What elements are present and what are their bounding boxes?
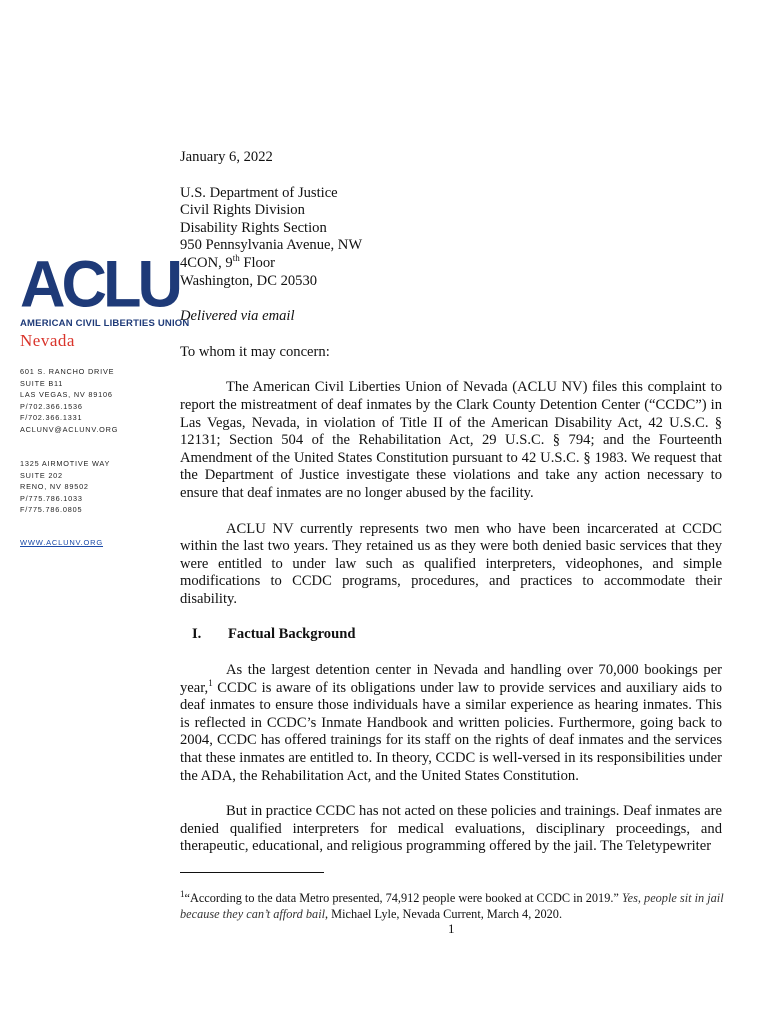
las-vegas-office-address: [20, 366, 118, 436]
recipient-line: Civil Rights Division: [180, 202, 305, 219]
phone: P/702.366.1536: [20, 401, 83, 411]
address-line: LAS VEGAS, NV 89106: [20, 390, 113, 400]
floor-suffix: Floor: [239, 254, 275, 271]
recipient-line: U.S. Department of Justice: [180, 184, 338, 201]
recipient-address: [180, 185, 722, 291]
letter-date: January 6, 2022: [180, 149, 273, 165]
address-line: SUITE B11: [20, 378, 64, 388]
address-line: 601 S. RANCHO DRIVE: [20, 367, 115, 376]
logo-wordmark: ACLU: [20, 247, 179, 322]
recipient-line: Disability Rights Section: [180, 219, 327, 236]
email: ACLUNV@ACLUNV.ORG: [20, 424, 119, 434]
phone: P/775.786.1033: [20, 493, 83, 503]
logo-subtitle: AMERICAN CIVIL LIBERTIES UNION: [20, 318, 190, 329]
floor-superscript: th: [232, 253, 240, 264]
address-line: RENO, NV 89502: [20, 482, 89, 492]
footnote-title: Yes, people sit in jail because they can’t afford bail: [180, 891, 724, 921]
footnote-marker: 1: [180, 888, 185, 899]
page-number: 1: [448, 921, 455, 936]
paragraph: But in practice CCDC has not acted on these policies and trainings. Deaf inmates are denied qualified interpreters for medical evaluations, disciplinary proceedings, and therapeutic, educational, and religious programming offered by the jail. The Teletypewriter: [180, 803, 722, 855]
aclu-logo: [20, 247, 190, 351]
address-line: 1325 AIRMOTIVE WAY: [20, 459, 111, 468]
section-number: I.: [192, 626, 202, 643]
recipient-floor: [180, 255, 722, 273]
salutation: To whom it may concern:: [180, 343, 330, 360]
section-title: Factual Background: [228, 626, 356, 643]
paragraph: ACLU NV currently represents two men who have been incarcerated at CCDC within the last two years. They retained us as they were both denied basic services that they were entitled to under law such as qualified interpreters, videophones, and simple modifications to CCDC programs, procedures, and practices to accommodate their disability.: [180, 520, 722, 607]
delivery-note: Delivered via email: [180, 308, 295, 325]
fax: F/702.366.1331: [20, 413, 83, 423]
recipient-line: 950 Pennsylvania Avenue, NW: [180, 237, 363, 254]
paragraph-text: CCDC is aware of its obligations under law to provide services and auxiliary aids to deaf inmates to ensure those individuals have a similar experience as hearing inmates. This is reflected in CCDC’s Inmate Handbook and written policies. Furthermore, going back to 2004, CCDC has offered trainings for its staff on the rights of deaf inmates and the services that these inmates are entitled to. In theory, CCDC is well-versed in its responsibilities under the ADA, the Rehabilitation Act, and the United States Constitution.: [180, 679, 722, 784]
paragraph: The American Civil Liberties Union of Nevada (ACLU NV) files this complaint to report the mistreatment of deaf inmates by the Clark County Detention Center (“CCDC”) in Las Vegas, Nevada, in violation of Title II of the American Disability Act, 42 U.S.C. § 12131; Section 504 of the Rehabilitation Act, 29 U.S.C. § 794; and the Fourteenth Amendment of the United States Constitution pursuant to 42 U.S.C. § 1983. We request that the Department of Justice investigate these violations and take any action necessary to ensure that deaf inmates are no longer abused by the facility.: [180, 379, 722, 501]
footnote-reference[interactable]: 1: [208, 677, 213, 688]
logo-state: Nevada: [20, 331, 75, 350]
paragraph: [180, 662, 722, 785]
letter-body: [180, 149, 722, 856]
website-link[interactable]: WWW.ACLUNV.ORG: [20, 538, 104, 547]
reno-office-address: [20, 458, 110, 516]
footnote-source: , Michael Lyle, Nevada Current, March 4, 2020.: [325, 907, 563, 921]
fax: F/775.786.0805: [20, 505, 83, 515]
footnote-quote: “According to the data Metro presented, 74,912 people were booked at CCDC in 2019.”: [184, 891, 619, 905]
footnote: [180, 890, 725, 922]
paragraph-text: As the largest detention center in Nevada and handling over 70,000 bookings per year,: [180, 662, 722, 696]
floor-prefix: 4CON, 9: [180, 254, 233, 271]
address-line: SUITE 202: [20, 470, 63, 480]
section-heading: [192, 626, 722, 644]
recipient-line: Washington, DC 20530: [180, 272, 318, 289]
footnote-divider: [180, 872, 324, 873]
